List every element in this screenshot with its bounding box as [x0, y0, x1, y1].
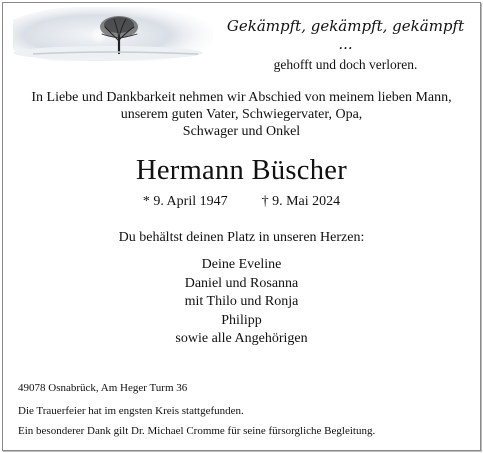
- poem-line-2: gehofft und doch verloren.: [273, 57, 418, 72]
- mourner: Deine Eveline: [201, 257, 282, 272]
- funeral-note: Die Trauerfeier hat im engsten Kreis stattgefunden.: [18, 405, 244, 417]
- poem: [218, 17, 473, 74]
- intro-line: unserem guten Vater, Schwiegervater, Opa,: [120, 107, 363, 122]
- life-dates: [3, 193, 480, 211]
- mourner: Philipp: [221, 312, 262, 328]
- poem-line-1: Gekämpft, gekämpft, gekämpft ...: [226, 17, 465, 53]
- intro-line: In Liebe und Dankbarkeit nehmen wir Abschied von meinem lieben Mann,: [31, 90, 452, 105]
- thanks-note: Ein besonderer Dank gilt Dr. Michael Cromme für seine fürsorgliche Begleitung.: [18, 425, 376, 437]
- birth-date: * 9. April 1947: [142, 194, 228, 209]
- intro-line: Schwager und Onkel: [182, 124, 301, 139]
- mourner: mit Thilo und Ronja: [184, 294, 299, 309]
- tree-landscape-image: [13, 7, 213, 61]
- obituary-card: [2, 2, 481, 451]
- mourner: Daniel und Rosanna: [184, 275, 299, 291]
- mourner: sowie alle Angehörigen: [175, 331, 308, 346]
- intro-text: [3, 89, 480, 140]
- death-date: † 9. Mai 2024: [261, 194, 341, 209]
- address: 49078 Osnabrück, Am Heger Turm 36: [18, 382, 188, 394]
- deceased-name: Hermann Büscher: [135, 155, 348, 186]
- motto: Du behältst deinen Platz in unseren Herzen:: [118, 230, 365, 245]
- mourners-list: [3, 256, 480, 349]
